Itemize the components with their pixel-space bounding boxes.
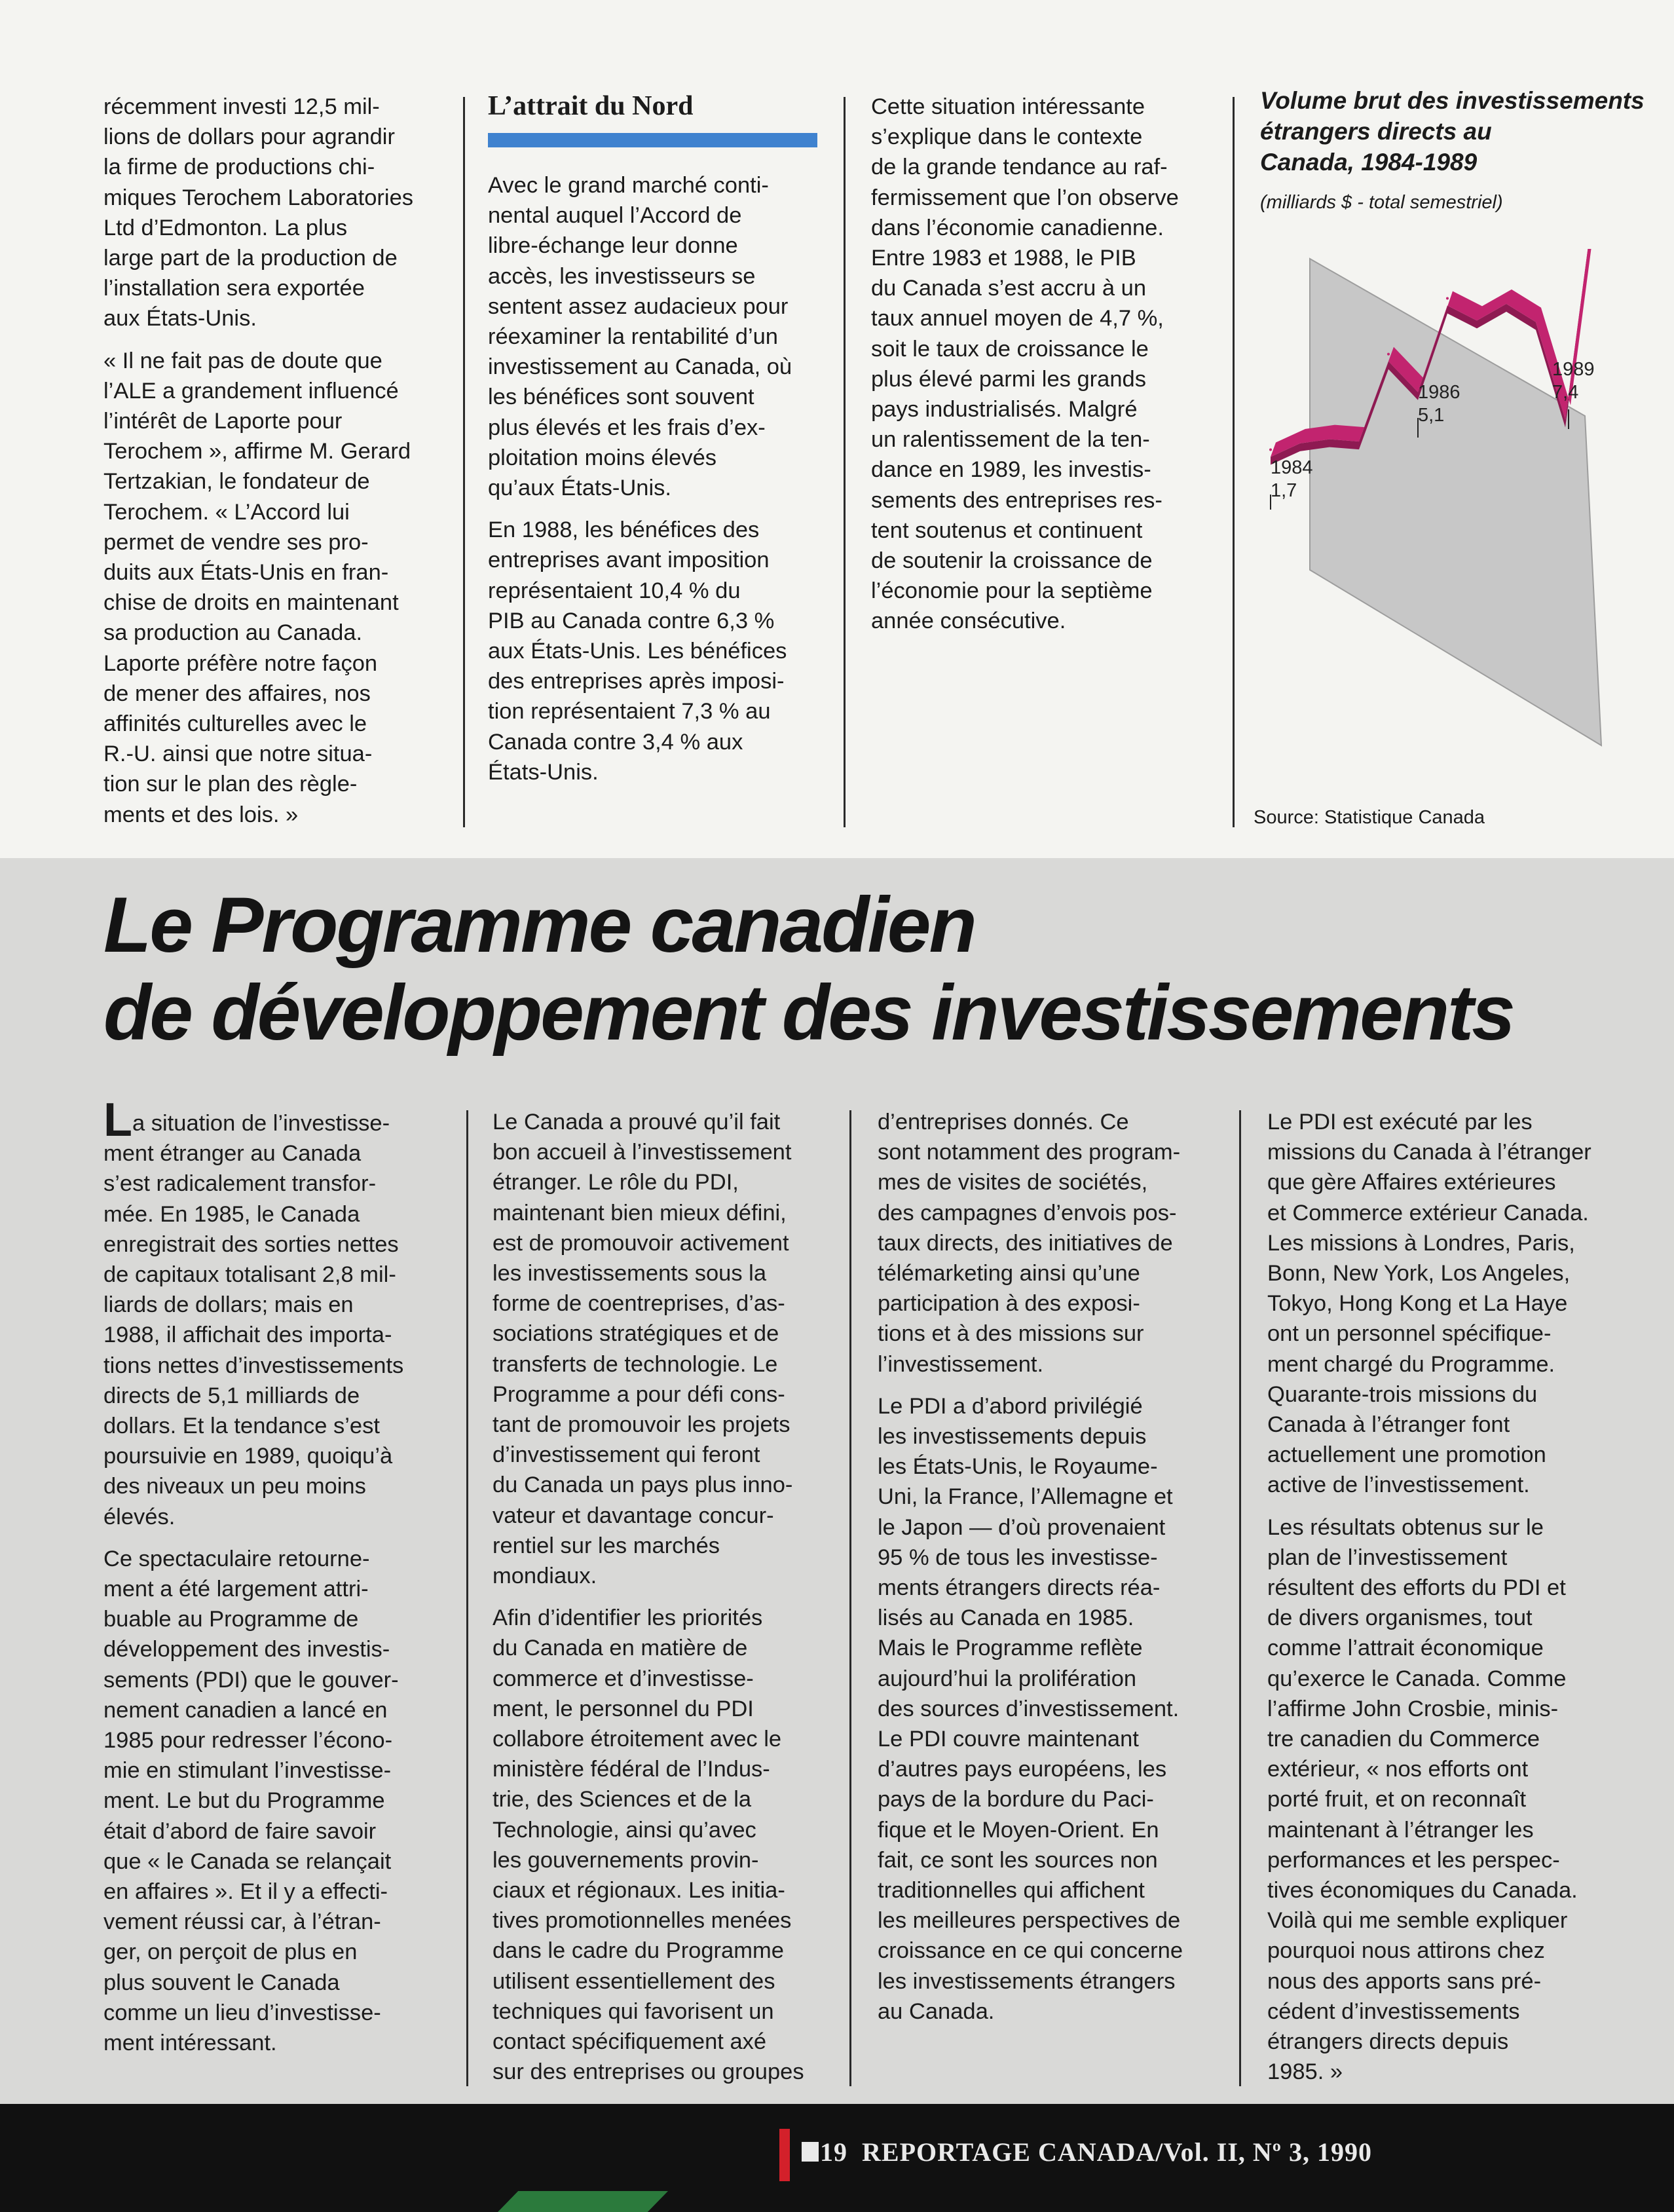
sidebar-title: L’attrait du Nord <box>488 91 694 121</box>
chart-point-1985-1 <box>1328 431 1331 434</box>
article-column-2 <box>493 1107 833 2099</box>
sidebar-column <box>488 170 828 799</box>
sidebar-paragraph-1: Avec le grand marché conti- nental auquel l’Accord de libre-échange leur donne accès, les investisseurs se sentent assez audacieux pour réexaminer la rentabilité d’un investissement au Canada, où les bénéfices sont souvent plus élevés et les frais d’ex- ploitation moins élevés qu’aux États-Unis. <box>488 173 792 501</box>
column-divider <box>463 97 465 827</box>
article-column-4 <box>1267 1107 1621 2099</box>
footer-text <box>820 2137 1372 2167</box>
footer-green-shape <box>498 2191 668 2212</box>
article-headline: Le Programme canadien de développement des investissements <box>103 881 1514 1057</box>
article-paragraph: Ce spectaculaire retourne- ment a été largement attri- buable au Programme de développement des investis- sements (PDI) que le gouver- nement canadien a lancé en 1985 pour redresser l’écono- mie en stimulant l’investisse- ment. Le but du Programme était d’abord de faire savoir que « le Canada se relançait en affaires ». Et il y a effecti- vement réussi car, à l’étran- ger, on perçoit de plus en plus souvent le Canada comme un lieu d’investisse- ment intéressant. <box>103 1546 399 2056</box>
sidebar-continued-column <box>871 92 1225 648</box>
sidebar-paragraph-2: En 1988, les bénéfices des entreprises avant imposition représentaient 10,4 % du PIB au Canada contre 6,3 % aux États-Unis. Les bénéfices des entreprises après imposi- tion représentaient 7,3 % au Canada contre 3,4 % aux États-Unis. <box>488 517 787 785</box>
chart-point-1989-1 <box>1564 411 1567 414</box>
column-divider <box>844 97 846 827</box>
footer-square-icon <box>802 2142 819 2162</box>
chart-point-1984-1 <box>1269 449 1272 451</box>
article-paragraph: Le Canada a prouvé qu’il fait bon accueil à l’investissement étranger. Le rôle du PDI, maintenant bien mieux défini, est de promouvoir activement les investissements sous la forme de coentreprises, d’as- sociations stratégiques et de transferts de technologie. Le Programme a pour défi cons- tant de promouvoir les projets d’investissement qui feront du Canada un pays plus inno- vateur et davantage concur- rentiel sur les marchés mondiaux. <box>493 1110 793 1589</box>
article-paragraph-lead <box>103 1094 444 1532</box>
column-divider <box>1239 1110 1241 2086</box>
intro-paragraph-2: « Il ne fait pas de doute que l’ALE a grandement influencé l’intérêt de Laporte pour Terochem », affirme M. Gerard Tertzakian, le fondateur de Terochem. « L’Accord lui permet de vendre ses pro- duits aux États-Unis en fran- chise de droits en maintenant sa production au Canada. Laporte préfère notre façon de mener des affaires, nos affinités culturelles avec le R.-U. ainsi que notre situa- tion sur le plan des règle- ments et des lois. » <box>103 348 411 827</box>
chart-point-1985-2 <box>1358 433 1360 436</box>
article-paragraph: d’entreprises donnés. Ce sont notamment des program- mes de visites de sociétés, des campagnes d’envois pos- taux directs, des initiatives de télémarketing ainsi qu’une participation à des exposi- tions et à des missions sur l’investissement. <box>878 1110 1181 1377</box>
article-paragraph: Le PDI a d’abord privilégié les investissements depuis les États-Unis, le Royaume- Uni, la France, l’Allemagne et le Japon — d’où provenaient 95 % de tous les investisse- ments étrangers directs réa- lisés au Canada en 1985. Mais le Programme reflète aujourd’hui la prolifération des sources d’investissement. Le PDI couvre maintenant d’autres pays européens, les pays de la bordure du Paci- fique et le Moyen-Orient. En fait, ce sont les sources non traditionnelles qui affichent les meilleures perspectives de croissance en ce qui concerne les investissements étrangers au Canada. <box>878 1393 1183 2024</box>
chart-point-1984-2 <box>1299 435 1301 438</box>
annotation-value-1989: 7,4 <box>1552 382 1579 403</box>
annotation-value-1986: 5,1 <box>1418 405 1445 426</box>
article-column-3 <box>878 1107 1231 2038</box>
annotation-year-1984: 1984 <box>1271 457 1313 478</box>
column-divider <box>849 1110 851 2086</box>
annotation-value-1984: 1,7 <box>1271 480 1297 501</box>
article-lead-text: a situation de l’investisse- ment étranger au Canada s’est radicalement transfor- mée. En 1985, le Canada enregistrait des sorties nettes de capitaux totalisant 2,8 mil- liards de dollars; mais en 1988, il affichait des importa- tions nettes d’investissements directs de 5,1 milliards de dollars. Et la tendance s’est poursuivie en 1989, quoiqu’à des niveaux un peu moins élevés. <box>103 1111 404 1529</box>
footer-red-marker <box>779 2129 790 2181</box>
chart-point-1988-1 <box>1505 295 1508 298</box>
chart-point-1988-2 <box>1534 314 1537 316</box>
sidebar-continued-paragraph: Cette situation intéressante s’explique dans le contexte de la grande tendance au raf- fermissement que l’on observe dans l’économie canadienne. Entre 1983 et 1988, le PIB du Canada s’est accru à un taux annuel moyen de 4,7 %, soit le taux de croissance le plus élevé parmi les grands pays industrialisés. Malgré un ralentissement de la ten- dance en 1989, les investis- sements des entreprises res- tent soutenus et continuent de soutenir la croissance de l’économie pour la septième année consécutive. <box>871 94 1179 634</box>
article-paragraph: Le PDI est exécuté par les missions du Canada à l’étranger que gère Affaires extérieures et Commerce extérieur Canada. Les missions à Londres, Paris, Bonn, New York, Los Angeles, Tokyo, Hong Kong et La Haye ont un personnel spécifique- ment chargé du Programme. Quarante-trois missions du Canada à l’étranger font actuellement une promotion active de l’investissement. <box>1267 1110 1591 1498</box>
annotation-year-1986: 1986 <box>1418 382 1460 403</box>
drop-cap: L <box>103 1094 132 1146</box>
column-divider <box>466 1110 468 2086</box>
chart-subtitle: (milliards $ - total semestriel) <box>1260 192 1503 213</box>
chart-title: Volume brut des investissements étrangers directs au Canada, 1984-1989 <box>1260 87 1645 176</box>
article-paragraph: Afin d’identifier les priorités du Canada en matière de commerce et d’investisse- ment, le personnel du PDI collabore étroitement avec le ministère fédéral de l’Indus- trie, des Sciences et de la Technologie, ainsi qu’avec les gouvernements provin- ciaux et régionaux. Les initia- tives promotionnelles menées dans le cadre du Programme utilisent essentiellement des techniques qui favorisent un contact spécifiquement axé sur des entreprises ou groupes <box>493 1605 804 2085</box>
article-paragraph: Les résultats obtenus sur le plan de l’investissement résultent des efforts du PDI et de divers organismes, tout comme l’attrait économique qu’exerce le Canada. Comme l’affirme John Crosbie, minis- tre canadien du Commerce extérieur, « nos efforts ont porté fruit, et on reconnaît maintenant à l’étranger les performances et les perspec- tives économiques du Canada. Voilà qui me semble expliquer pourquoi nous attirons chez nous des apports sans pré- cédent d’investissements étrangers directs depuis 1985. » <box>1267 1514 1578 2085</box>
intro-column <box>103 92 444 842</box>
page-number: 19 <box>820 2137 847 2167</box>
investment-chart <box>1257 249 1624 760</box>
chart-point-1986-1 <box>1387 353 1390 356</box>
column-divider <box>1233 97 1235 827</box>
chart-back-panel <box>1310 259 1601 745</box>
article-column-1 <box>103 1094 444 2070</box>
intro-paragraph-1: récemment investi 12,5 mil- lions de dollars pour agrandir la firme de productions chi- miques Terochem Laboratories Ltd d’Edmonton. La plus large part de la production de l’installation sera exportée aux États-Unis. <box>103 94 414 331</box>
chart-point-1987-2 <box>1476 312 1478 314</box>
chart-source: Source: Statistique Canada <box>1254 807 1485 828</box>
annotation-year-1989: 1989 <box>1552 359 1595 380</box>
chart-point-1987-1 <box>1446 297 1449 300</box>
publication-title: REPORTAGE CANADA/Vol. II, Nº 3, 1990 <box>862 2137 1372 2167</box>
sidebar-accent-bar <box>488 133 817 147</box>
